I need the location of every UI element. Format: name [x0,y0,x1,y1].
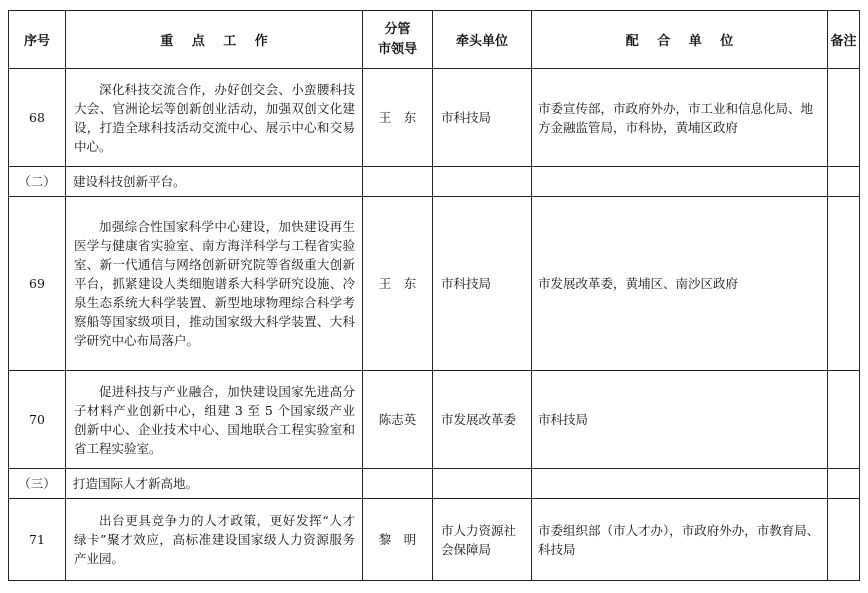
header-leader [363,11,433,69]
table-row [9,499,860,581]
row-remarks [828,197,860,371]
section-row [9,167,860,197]
row-work: 深化科技交流合作，办好创交会、小蛮腰科技大会、官洲论坛等创新创业活动，加强双创文化建设，打造全球科技活动交流中心、展示中心和交易中心。 [66,69,363,167]
section-row [9,469,860,499]
row-partners: 市科技局 [532,371,828,469]
header-work: 重 点 工 作 [66,11,363,69]
row-work: 促进科技与产业融合，加快建设国家先进高分子材料产业创新中心，组建 3 至 5 个国家级产业创新中心、企业技术中心、国地联合工程实验室和省工程实验室。 [66,371,363,469]
section-empty-cell [433,167,532,197]
table-header-row [9,11,860,69]
row-remarks [828,499,860,581]
header-remarks: 备注 [828,11,860,69]
row-no: 70 [9,371,66,469]
row-leader: 王 东 [363,69,433,167]
work-plan-table [8,10,860,581]
row-lead-unit: 市科技局 [433,69,532,167]
row-partners: 市委组织部（市人才办），市政府外办，市教育局、科技局 [532,499,828,581]
row-lead-unit: 市人力资源社会保障局 [433,499,532,581]
section-no: （二） [9,167,66,197]
row-partners: 市委宣传部，市政府外办，市工业和信息化局、地方金融监管局，市科协，黄埔区政府 [532,69,828,167]
row-no: 71 [9,499,66,581]
section-empty-cell [532,167,828,197]
row-leader: 黎 明 [363,499,433,581]
section-title: 建设科技创新平台。 [66,167,363,197]
section-empty-cell [363,469,433,499]
section-empty-cell [828,469,860,499]
section-title: 打造国际人才新高地。 [66,469,363,499]
header-no: 序号 [9,11,66,69]
row-work: 出台更具竞争力的人才政策，更好发挥“人才绿卡”聚才效应，高标准建设国家级人力资源服务产业园。 [66,499,363,581]
section-empty-cell [363,167,433,197]
row-lead-unit: 市发展改革委 [433,371,532,469]
row-leader: 王 东 [363,197,433,371]
header-leader-line1: 分管 [384,21,411,37]
row-remarks [828,371,860,469]
row-remarks [828,69,860,167]
section-no: （三） [9,469,66,499]
section-empty-cell [828,167,860,197]
row-lead-unit: 市科技局 [433,197,532,371]
row-work: 加强综合性国家科学中心建设，加快建设再生医学与健康省实验室、南方海洋科学与工程省实验室、新一代通信与网络创新研究院等省级重大创新平台，抓紧建设人类细胞谱系大科学研究设施、冷泉生态系统大科学装置、新型地球物理综合科学考察船等国家级项目，推动国家级大科学装置、大科学研究中心布局落户。 [66,197,363,371]
section-empty-cell [433,469,532,499]
header-leader-line2: 市领导 [377,41,417,57]
table-row [9,197,860,371]
row-partners: 市发展改革委，黄埔区、南沙区政府 [532,197,828,371]
section-empty-cell [532,469,828,499]
header-lead-unit: 牵头单位 [433,11,532,69]
header-partners: 配 合 单 位 [532,11,828,69]
row-leader: 陈志英 [363,371,433,469]
row-no: 68 [9,69,66,167]
table-row [9,69,860,167]
table-row [9,371,860,469]
row-no: 69 [9,197,66,371]
